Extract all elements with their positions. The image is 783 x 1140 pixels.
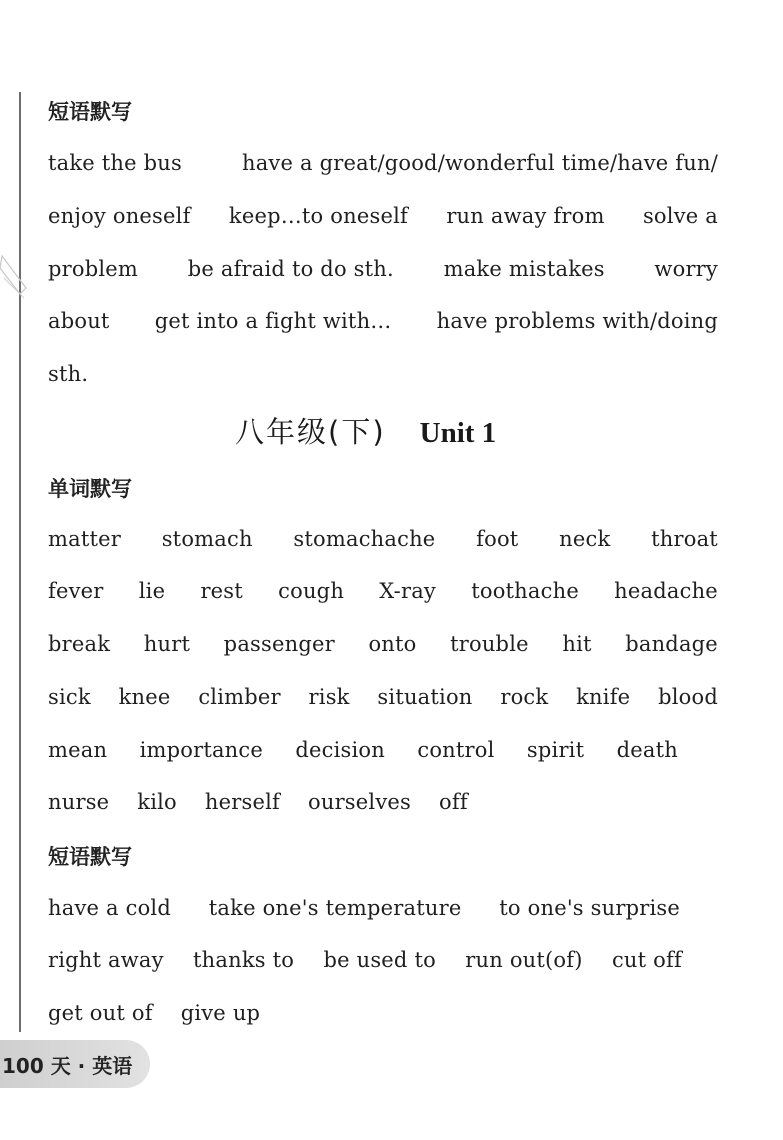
word: sick xyxy=(48,685,91,709)
word: climber xyxy=(198,685,281,709)
phrase-line xyxy=(48,947,682,973)
phrase: get into a fight with… xyxy=(154,309,392,333)
word: knee xyxy=(118,685,171,709)
phrase: about xyxy=(48,309,110,333)
phrase: take one's temperature xyxy=(208,896,462,920)
word: rest xyxy=(200,579,243,603)
phrase-dictation-heading-2: 短语默写 xyxy=(48,845,132,869)
margin-rule xyxy=(19,92,21,1032)
pencil-mark-icon xyxy=(0,248,30,308)
phrase: keep…to oneself xyxy=(228,204,408,228)
word: toothache xyxy=(471,579,579,603)
footer-tab xyxy=(0,1040,150,1088)
phrase: run out(of) xyxy=(465,948,583,972)
word: off xyxy=(439,790,468,814)
word: X-ray xyxy=(379,579,436,603)
word: fever xyxy=(48,579,104,603)
phrase: problem xyxy=(48,257,139,281)
word: nurse xyxy=(48,790,110,814)
phrase: cut off xyxy=(611,948,682,972)
word: throat xyxy=(651,527,718,551)
word: lie xyxy=(138,579,166,603)
word: stomach xyxy=(161,527,253,551)
unit-label: Unit 1 xyxy=(419,417,497,449)
phrase: run away from xyxy=(446,204,605,228)
word: spirit xyxy=(526,738,585,762)
phrase: right away xyxy=(48,948,164,972)
word: hit xyxy=(562,632,592,656)
word: cough xyxy=(278,579,345,603)
word: break xyxy=(48,632,111,656)
phrase-line xyxy=(48,895,680,921)
phrase-dictation-heading-1: 短语默写 xyxy=(48,100,132,124)
word: neck xyxy=(559,527,611,551)
word-dictation-heading: 单词默写 xyxy=(48,477,132,501)
word: knife xyxy=(576,685,631,709)
word: kilo xyxy=(137,790,177,814)
phrase: have a great/good/wonderful time/have fun/ xyxy=(241,151,718,175)
word: importance xyxy=(139,738,263,762)
word: ourselves xyxy=(308,790,411,814)
word: matter xyxy=(48,527,121,551)
phrase: have problems with/doing xyxy=(436,309,718,333)
word: control xyxy=(417,738,495,762)
phrase-line xyxy=(48,203,718,229)
word: death xyxy=(616,738,678,762)
phrase: give up xyxy=(180,1001,261,1025)
word: passenger xyxy=(223,632,335,656)
phrase: enjoy oneself xyxy=(48,204,191,228)
phrase-line xyxy=(48,1000,718,1026)
word-line xyxy=(48,631,718,657)
word-line xyxy=(48,526,718,552)
word: mean xyxy=(48,738,108,762)
phrase-line xyxy=(48,256,718,282)
word: onto xyxy=(368,632,417,656)
word: risk xyxy=(308,685,350,709)
phrase: worry xyxy=(654,257,718,281)
word-line xyxy=(48,578,718,604)
word: decision xyxy=(295,738,385,762)
grade-label: 八年级(下) xyxy=(235,415,386,449)
word: stomachache xyxy=(293,527,436,551)
phrase: be used to xyxy=(323,948,436,972)
phrase: make mistakes xyxy=(443,257,605,281)
phrase-line xyxy=(48,361,718,387)
word: hurt xyxy=(143,632,191,656)
phrase: solve a xyxy=(642,204,718,228)
phrase: have a cold xyxy=(48,896,171,920)
word: bandage xyxy=(625,632,718,656)
phrase: thanks to xyxy=(193,948,295,972)
word: rock xyxy=(500,685,549,709)
phrase: get out of xyxy=(48,1001,153,1025)
word: situation xyxy=(377,685,473,709)
word: trouble xyxy=(450,632,529,656)
word: headache xyxy=(614,579,718,603)
word-line xyxy=(48,789,718,815)
word: herself xyxy=(204,790,280,814)
word-line xyxy=(48,684,718,710)
phrase: be afraid to do sth. xyxy=(187,257,394,281)
phrase-line xyxy=(48,150,718,176)
footer-label: 100 天 · 英语 xyxy=(2,1054,133,1078)
unit-title xyxy=(235,410,496,451)
phrase-line xyxy=(48,308,718,334)
word: foot xyxy=(476,527,519,551)
phrase: sth. xyxy=(48,362,89,386)
word: blood xyxy=(658,685,718,709)
phrase: to one's surprise xyxy=(499,896,680,920)
phrase: take the bus xyxy=(48,151,182,175)
word-line xyxy=(48,737,678,763)
